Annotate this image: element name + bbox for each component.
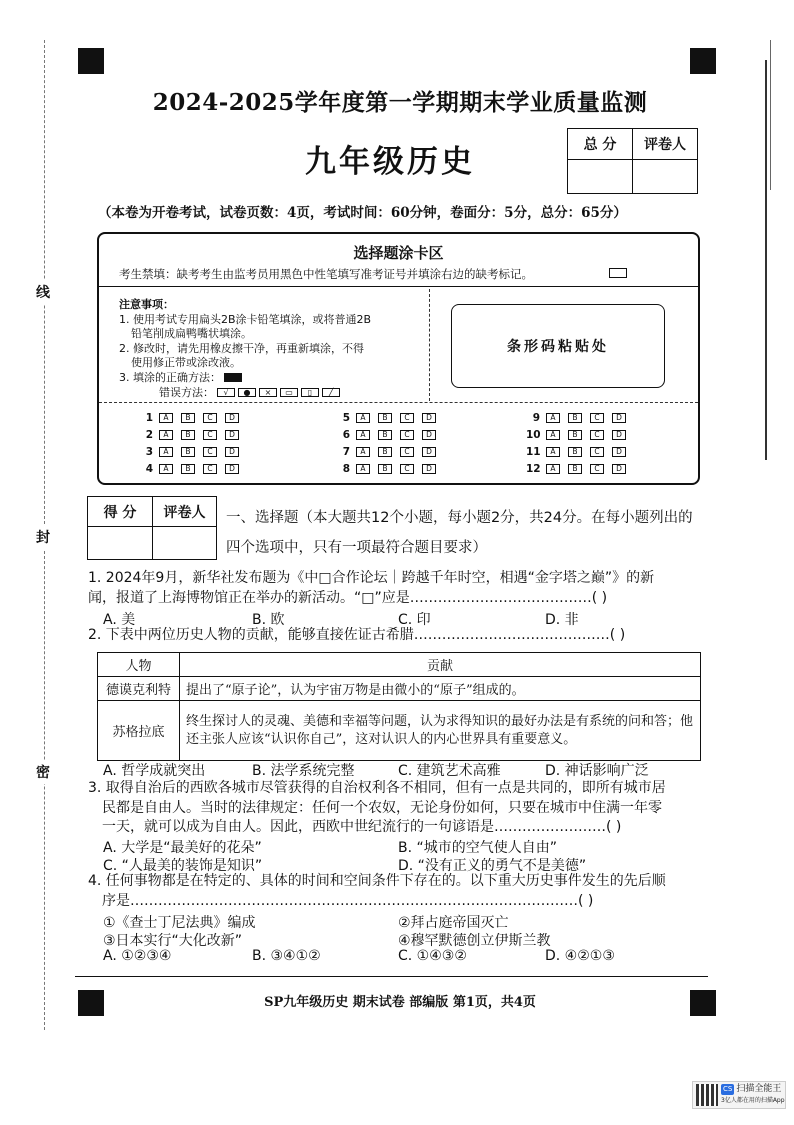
answer-question-number: 6 — [342, 429, 350, 441]
card-divider-dashed — [99, 402, 698, 403]
answer-bubble-a[interactable]: A — [159, 447, 173, 457]
answer-row — [526, 446, 634, 458]
scanner-text — [721, 1084, 785, 1106]
answer-row — [139, 463, 247, 475]
card-divider-vertical — [429, 289, 430, 401]
question-3 — [88, 779, 706, 838]
q3-option-d: D. “没有正义的勇气不是美德” — [398, 858, 587, 874]
answer-bubble-b[interactable]: B — [181, 430, 195, 440]
q1-option-d: D. 非 — [545, 612, 579, 628]
notes-block — [119, 298, 424, 400]
question-1-stem: 1. 2024年9月，新华社发布题为《中□合作论坛｜跨越千年时空，相遇“金字塔之巅”》的新 — [88, 570, 655, 586]
answer-bubble-d[interactable]: D — [225, 413, 239, 423]
answer-row — [139, 412, 247, 424]
section-score-label: 得 分 — [88, 497, 153, 527]
question-2-stem: 2. 下表中两位历史人物的贡献，能够直接佐证古希腊……………………………………( ) — [88, 627, 626, 643]
section-grader-cell[interactable] — [153, 527, 217, 560]
answer-bubble-a[interactable]: A — [546, 447, 560, 457]
qr-code-icon — [696, 1084, 718, 1106]
question-4-stem: 4. 任何事物都是在特定的、具体的时间和空间条件下存在的。以下重大历史事件发生的先后顺 — [88, 873, 666, 889]
card-divider — [99, 286, 698, 287]
answer-bubble-c[interactable]: C — [400, 430, 414, 440]
answer-bubble-a[interactable]: A — [356, 464, 370, 474]
q2-option-a: A. 哲学成就突出 — [103, 763, 206, 779]
answer-bubble-c[interactable]: C — [400, 413, 414, 423]
bottom-divider — [75, 976, 708, 977]
answer-bubble-d[interactable]: D — [422, 464, 436, 474]
answer-bubble-b[interactable]: B — [181, 447, 195, 457]
wrong-mark-check: √ — [217, 388, 235, 397]
table-head-person: 人物 — [98, 653, 180, 677]
note-line: 2. 修改时，请先用橡皮擦干净，再重新填涂，不得 — [119, 341, 364, 355]
q3-option-a: A. 大学是“最美好的花朵” — [103, 840, 262, 856]
wrong-mark-slash: ╱ — [322, 388, 340, 397]
scanner-app-name: 扫描全能王 — [736, 1084, 782, 1094]
answer-bubble-b[interactable]: B — [378, 413, 392, 423]
answer-row — [526, 429, 634, 441]
answer-row — [336, 463, 444, 475]
contribution-table — [97, 652, 701, 761]
answer-bubble-b[interactable]: B — [568, 430, 582, 440]
answer-bubble-a[interactable]: A — [159, 413, 173, 423]
answer-bubble-d[interactable]: D — [225, 447, 239, 457]
scan-edge-line — [765, 60, 767, 460]
answer-bubble-c[interactable]: C — [400, 464, 414, 474]
answer-bubble-a[interactable]: A — [546, 464, 560, 474]
section-grader-label: 评卷人 — [153, 497, 217, 527]
answer-bubble-a[interactable]: A — [356, 413, 370, 423]
section-title: 一、选择题（本大题共12个小题，每小题2分，共24分。在每小题列出的四个选项中，只有一项最符合题目要求） — [226, 510, 693, 556]
q4-option-b: B. ③④①② — [252, 948, 321, 964]
scanner-watermark — [692, 1081, 786, 1109]
answer-bubble-c[interactable]: C — [590, 464, 604, 474]
q4-item-2: ②拜占庭帝国灭亡 — [398, 915, 509, 931]
answer-bubble-a[interactable]: A — [546, 413, 560, 423]
answer-question-number: 2 — [145, 429, 153, 441]
barcode-area: 条形码粘贴处 — [451, 304, 665, 388]
answer-bubble-b[interactable]: B — [378, 430, 392, 440]
q4-option-c: C. ①④③② — [398, 948, 467, 964]
answer-bubble-c[interactable]: C — [590, 413, 604, 423]
answer-question-number: 11 — [526, 446, 541, 458]
q1-option-b: B. 欧 — [252, 612, 285, 628]
answer-bubble-c[interactable]: C — [590, 447, 604, 457]
wrong-mark-dot: ● — [238, 388, 256, 397]
answer-bubble-d[interactable]: D — [422, 413, 436, 423]
answer-bubble-a[interactable]: A — [356, 447, 370, 457]
answer-card — [97, 232, 700, 485]
binding-char-mi: 密 — [36, 760, 50, 784]
answer-bubble-c[interactable]: C — [203, 447, 217, 457]
answer-bubble-b[interactable]: B — [181, 413, 195, 423]
table-cell-person: 德谟克利特 — [98, 677, 180, 701]
section-score-cell[interactable] — [88, 527, 153, 560]
answer-bubble-d[interactable]: D — [422, 430, 436, 440]
q4-option-d: D. ④②①③ — [545, 948, 615, 964]
exam-info: （本卷为开卷考试，试卷页数：4页，考试时间：60分钟，卷面分：5分，总分：65分） — [98, 205, 627, 221]
answer-bubble-b[interactable]: B — [568, 464, 582, 474]
answer-question-number: 10 — [526, 429, 541, 441]
table-cell-contribution: 终生探讨人的灵魂、美德和幸福等问题，认为求得知识的最好办法是有系统的问和答；他还主张人应该“认识你自己”，这对认识人的内心世界具有重要意义。 — [180, 701, 701, 761]
registration-mark-bottom-left — [78, 990, 104, 1016]
answer-bubble-d[interactable]: D — [612, 430, 626, 440]
answer-question-number: 7 — [342, 446, 350, 458]
q3-option-b: B. “城市的空气使人自由” — [398, 840, 558, 856]
answer-bubble-b[interactable]: B — [378, 464, 392, 474]
table-cell-person: 苏格拉底 — [98, 701, 180, 761]
answer-question-number: 5 — [342, 412, 350, 424]
scan-edge-line-thin — [770, 40, 771, 190]
subject-title: 九年级历史 — [305, 144, 475, 180]
answer-bubble-b[interactable]: B — [568, 413, 582, 423]
question-4 — [88, 872, 706, 911]
note-line: 1. 使用考试专用扁头2B涂卡铅笔填涂，或将普通2B — [119, 312, 372, 326]
answer-bubble-c[interactable]: C — [203, 464, 217, 474]
answer-row — [336, 446, 444, 458]
notes-title: 注意事项： — [119, 298, 174, 311]
answer-bubble-d[interactable]: D — [612, 464, 626, 474]
note-line: 使用修正带或涂改液。 — [131, 356, 241, 370]
answer-row — [526, 463, 634, 475]
registration-mark-top-left — [78, 48, 104, 74]
answer-question-number: 9 — [532, 412, 540, 424]
q4-item-1: ①《查士丁尼法典》编成 — [103, 915, 256, 931]
total-score-label: 总 分 — [568, 129, 633, 160]
answer-bubble-a[interactable]: A — [356, 430, 370, 440]
q1-option-a: A. 美 — [103, 612, 136, 628]
question-3-stem-2: 民都是自由人。当时的法律规定：任何一个农奴，无论身份如何，只要在城市中住满一年零 — [102, 799, 662, 816]
answer-bubble-d[interactable]: D — [225, 464, 239, 474]
table-head-contribution: 贡献 — [180, 653, 701, 677]
answer-bubble-c[interactable]: C — [203, 430, 217, 440]
answer-question-number: 8 — [342, 463, 350, 475]
answer-bubble-a[interactable]: A — [159, 464, 173, 474]
q2-option-b: B. 法学系统完整 — [252, 763, 355, 779]
wrong-mark-cross: × — [259, 388, 277, 397]
absent-mark-box[interactable] — [609, 268, 627, 278]
answer-bubble-d[interactable]: D — [612, 413, 626, 423]
answer-row — [336, 429, 444, 441]
correct-method-label: 3. 填涂的正确方法： — [119, 370, 221, 384]
answer-card-title: 选择题涂卡区 — [353, 244, 444, 262]
registration-mark-top-right — [690, 48, 716, 74]
answer-bubble-b[interactable]: B — [181, 464, 195, 474]
answer-question-number: 12 — [526, 463, 541, 475]
answer-bubble-b[interactable]: B — [378, 447, 392, 457]
page-footer: SP九年级历史 期末试卷 部编版 第1页，共4页 — [264, 995, 536, 1010]
q4-item-4: ④穆罕默德创立伊斯兰教 — [398, 933, 551, 949]
grader-label: 评卷人 — [633, 129, 698, 160]
binding-char-xian: 线 — [36, 280, 50, 304]
table-cell-contribution: 提出了“原子论”，认为宇宙万物是由微小的“原子”组成的。 — [180, 677, 701, 701]
answer-question-number: 3 — [145, 446, 153, 458]
question-1 — [88, 569, 706, 608]
total-score-cell[interactable] — [568, 160, 633, 194]
answer-bubble-a[interactable]: A — [546, 430, 560, 440]
question-3-stem: 3. 取得自治后的西欧各城市尽管获得的自治权利各不相同，但有一点是共同的，即所有城市居 — [88, 780, 666, 796]
question-4-stem-2: 序是……………………………………………………………………………………( ) — [102, 892, 594, 909]
q3-option-c: C. “人最美的装饰是知识” — [103, 858, 263, 874]
absent-warning: 考生禁填：缺考考生由监考员用黑色中性笔填写准考证号并填涂右边的缺考标记。 — [119, 267, 533, 281]
q1-option-c: C. 印 — [398, 612, 431, 628]
answer-bubble-d[interactable]: D — [225, 430, 239, 440]
scanner-tagline: 3亿人都在用的扫描App — [721, 1097, 785, 1104]
total-score-table — [567, 128, 698, 194]
question-3-stem-3: 一天，就可以成为自由人。因此，西欧中世纪流行的一句谚语是……………………( ) — [102, 819, 622, 835]
wrong-mark-bar: ▯ — [301, 388, 319, 397]
exam-title: 2024-2025学年度第一学期期末学业质量监测 — [152, 89, 648, 116]
q4-option-a: A. ①②③④ — [103, 948, 172, 964]
answer-bubble-d[interactable]: D — [612, 447, 626, 457]
correct-mark-sample — [224, 373, 242, 382]
wrong-mark-box: ▭ — [280, 388, 298, 397]
q2-option-c: C. 建筑艺术高雅 — [398, 763, 501, 779]
registration-mark-bottom-right — [690, 990, 716, 1016]
answer-bubble-c[interactable]: C — [590, 430, 604, 440]
note-line: 铅笔削成扁鸭嘴状填涂。 — [131, 327, 252, 341]
answer-bubble-c[interactable]: C — [203, 413, 217, 423]
q2-option-d: D. 神话影响广泛 — [545, 763, 649, 779]
section-score-table — [87, 496, 217, 560]
grader-cell[interactable] — [633, 160, 698, 194]
wrong-methods-line — [119, 386, 424, 401]
wrong-method-label: 错误方法： — [159, 385, 214, 399]
answer-bubble-a[interactable]: A — [159, 430, 173, 440]
question-1-stem-2: 闻，报道了上海博物馆正在举办的新活动。“□”应是…………………………………( ) — [88, 589, 608, 606]
answer-row — [336, 412, 444, 424]
answer-bubble-b[interactable]: B — [568, 447, 582, 457]
scanner-badge: CS — [723, 1085, 733, 1093]
answer-row — [139, 446, 247, 458]
answer-row — [526, 412, 634, 424]
q4-item-3: ③日本实行“大化改新” — [103, 933, 243, 949]
answer-question-number: 1 — [145, 412, 153, 424]
answer-bubble-c[interactable]: C — [400, 447, 414, 457]
answer-row — [139, 429, 247, 441]
binding-char-feng: 封 — [36, 525, 50, 549]
answer-bubble-d[interactable]: D — [422, 447, 436, 457]
note-line — [119, 371, 424, 386]
answer-question-number: 4 — [145, 463, 153, 475]
